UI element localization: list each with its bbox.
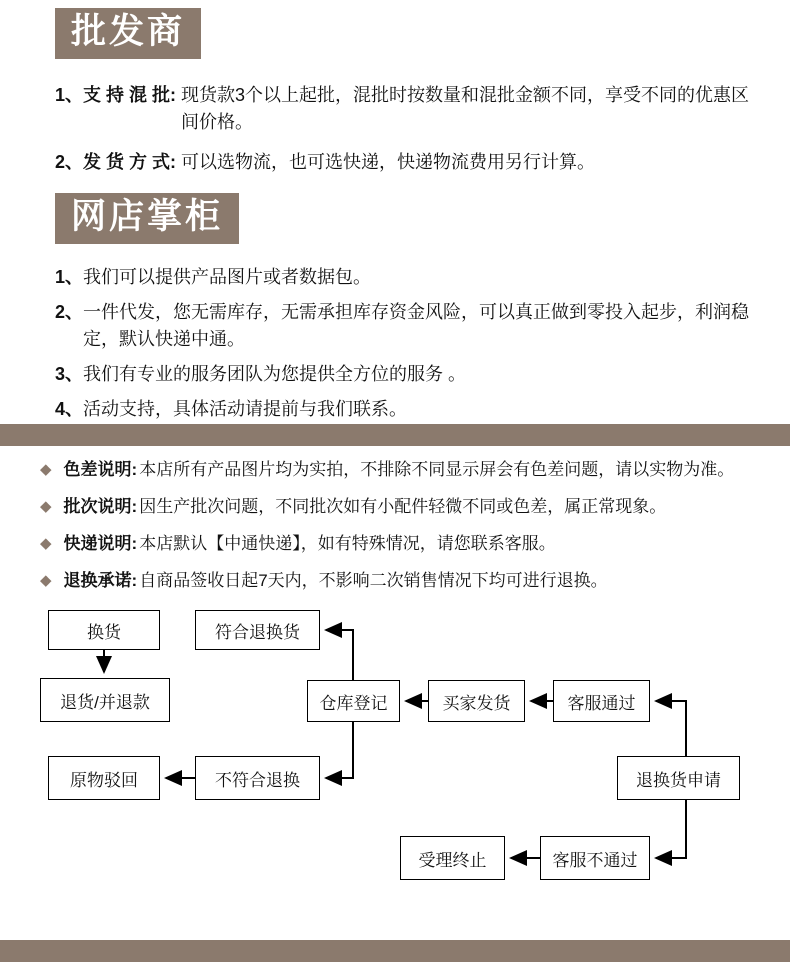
flow-box-cs-fail: 客服不通过 [540,836,650,880]
item-text: 一件代发，您无需库存，无需承担库存资金风险，可以真正做到零投入起步，利润稳定，默认快递中通。 [83,302,750,349]
list-item [55,82,755,136]
wholesaler-list [55,82,755,189]
list-item [55,299,755,353]
return-flowchart [0,600,790,910]
flow-box-reject-return: 原物驳回 [48,756,160,800]
divider-bar [0,424,790,446]
note-item [40,495,760,519]
item-number: 4、 [55,399,84,419]
note-text: 本店默认【中通快递】，如有特殊情况，请您联系客服。 [139,534,556,553]
item-number: 1、 [55,85,84,105]
item-title: 发 货 方 式: [83,152,177,172]
diamond-icon: ◆ [40,535,52,552]
note-text: 本店所有产品图片均为实拍，不排除不同显示屏会有色差问题，请以实物为准。 [139,460,735,479]
note-item [40,532,760,556]
item-number: 2、 [55,302,84,322]
flow-box-unqualified: 不符合退换 [195,756,320,800]
item-text: 活动支持，具体活动请提前与我们联系。 [83,399,408,419]
note-item [40,569,760,593]
bottom-bar [0,940,790,962]
note-label: 批次说明: [63,497,138,516]
shopkeeper-badge: 网店掌柜 [55,193,239,244]
list-item [55,361,755,388]
item-number: 1、 [55,267,84,287]
flow-box-refund: 退货/并退款 [40,678,170,722]
item-text: 现货款3个以上起批，混批时按数量和混批金额不同，享受不同的优惠区间价格。 [181,85,750,132]
diamond-icon: ◆ [40,461,52,478]
diamond-icon: ◆ [40,498,52,515]
flow-box-buyer-ship: 买家发货 [428,680,525,722]
item-label [55,82,181,136]
item-label [55,149,181,176]
note-text: 自商品签收日起7天内，不影响二次销售情况下均可进行退换。 [139,571,608,590]
item-text: 我们可以提供产品图片或者数据包。 [83,267,372,287]
item-title: 支 持 混 批: [83,85,177,105]
list-item [55,149,755,176]
flow-box-terminate: 受理终止 [400,836,505,880]
note-text: 因生产批次问题，不同批次如有小配件轻微不同或色差，属正常现象。 [139,497,667,516]
arrow-warehouse-to-unqualified [326,722,353,778]
flow-box-warehouse: 仓库登记 [307,680,400,722]
item-text: 可以选物流，也可选快递，快递物流费用另行计算。 [181,152,596,172]
list-item [55,396,755,423]
notes-section [40,458,760,606]
flow-box-qualified: 符合退换货 [195,610,320,650]
note-label: 退换承诺: [63,571,138,590]
flow-box-apply: 退换货申请 [617,756,740,800]
item-number: 2、 [55,152,84,172]
note-label: 色差说明: [63,460,138,479]
item-text: 我们有专业的服务团队为您提供全方位的服务 。 [83,364,467,384]
list-item [55,264,755,291]
flow-box-cs-pass: 客服通过 [553,680,650,722]
wholesaler-badge: 批发商 [55,8,201,59]
note-label: 快递说明: [63,534,138,553]
shopkeeper-list [55,264,755,431]
arrow-apply-to-csfail [656,800,686,858]
item-number: 3、 [55,364,84,384]
note-item [40,458,760,482]
flow-box-exchange: 换货 [48,610,160,650]
diamond-icon: ◆ [40,572,52,589]
arrow-apply-to-cspass [656,701,686,756]
arrow-warehouse-to-qualified [326,630,353,680]
